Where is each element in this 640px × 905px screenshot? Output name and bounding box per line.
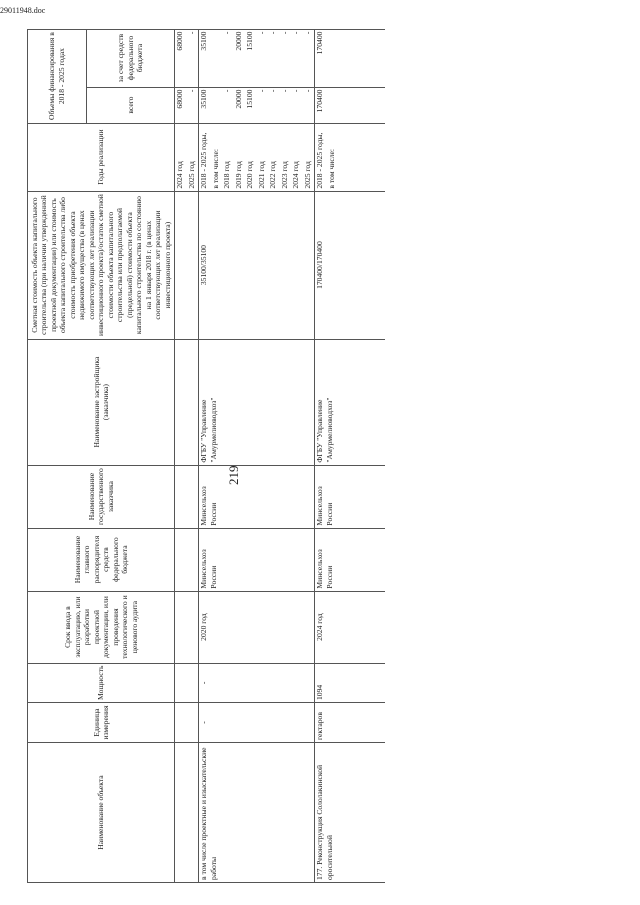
- header-years: Годы реализации: [28, 123, 175, 191]
- total-cell: -: [222, 89, 232, 93]
- total-cell: 20000: [233, 89, 243, 109]
- total-cell: -: [268, 89, 278, 93]
- continuation-row: [175, 29, 199, 882]
- row-design-capacity: -: [199, 663, 315, 702]
- header-developer: Наименование застройщика (заказчика): [28, 339, 175, 465]
- row-177-federal: 170400: [315, 29, 386, 87]
- federal-cell: -: [279, 31, 289, 35]
- federal-cell: 35100: [199, 31, 209, 51]
- continuation-total: [175, 87, 199, 123]
- federal-cell: 20000: [233, 31, 243, 51]
- year-cell: 2018 - 2025 годы,: [199, 132, 209, 189]
- federal-cell: -: [186, 31, 196, 35]
- total-cell: [211, 90, 223, 121]
- header-customer: Наименование государственного заказчика: [28, 465, 175, 528]
- year-cell: 2019 год: [233, 161, 243, 189]
- year-cell: 2018 год: [222, 161, 232, 189]
- year-cell: 2021 год: [256, 161, 266, 189]
- row-177-capacity: 1094: [315, 663, 386, 702]
- investment-table: [27, 29, 385, 883]
- header-estimate: Сметная стоимость объекта капитального строительства (при наличии утвержденной проектной документации) или стоимость объекта капитального строительства либо стоимость приобретения объекта недвижимого имущества (в ценах соответствующих лет реализации инвестиционного проекта)/остаток сметной стоимости объекта капитального строительства или предполагаемой (предельной) стоимости объекта капитального строительства по состоянию на 1 января 2018 г. (в ценах соответствующих лет реализации инвестиционного проекта): [28, 191, 175, 339]
- continuation-years: [175, 123, 199, 191]
- header-main-manager: Наименование главного распорядителя средств федерального бюджета: [28, 528, 175, 591]
- header-unit: Единица измерения: [28, 703, 175, 743]
- total-cell: 68000: [175, 89, 185, 109]
- row-design-developer: ФГБУ "Управление "Амурмелиоводхоз": [199, 339, 315, 465]
- total-cell: -: [279, 89, 289, 93]
- row-177-total: 170400: [315, 87, 386, 123]
- row-177-estimate: 170400/170400: [315, 191, 386, 339]
- row-177-developer: ФГБУ "Управление "Амурмелиоводхоз": [315, 339, 386, 465]
- year-cell: в том числе:: [210, 148, 220, 189]
- row-design-name: в том числе проектные и изыскательские работы: [199, 743, 315, 883]
- row-177: [315, 29, 386, 882]
- federal-cell: [211, 32, 223, 85]
- year-cell: в том числе:: [326, 148, 336, 189]
- header-total: всего: [86, 87, 175, 123]
- header-deadline: Срок ввода в эксплуатацию, или разработки проектной документации, или проведения технологического и ценового аудита: [28, 591, 175, 663]
- year-cell: 2025 год: [186, 161, 196, 189]
- row-design-unit: -: [199, 703, 315, 743]
- row-177-customer: Минсельхоз России: [315, 465, 386, 528]
- row-177-main-manager: Минсельхоз России: [315, 528, 386, 591]
- federal-cell: 68000: [175, 31, 185, 51]
- header-capacity: Мощность: [28, 663, 175, 702]
- total-cell: -: [291, 89, 301, 93]
- row-design-years: [199, 123, 315, 191]
- continuation-federal: [175, 29, 199, 87]
- header-federal: за счет средств федерального бюджета: [86, 29, 175, 87]
- total-cell: -: [302, 89, 312, 93]
- header-object-name: Наименование объекта: [28, 743, 175, 883]
- year-cell: 2024 год: [291, 161, 301, 189]
- row-design-federal: [199, 29, 315, 87]
- row-177-years: [315, 123, 386, 191]
- row-design-total: [199, 87, 315, 123]
- year-cell: 2024 год: [175, 161, 185, 189]
- federal-cell: -: [222, 31, 232, 35]
- total-cell: 15100: [245, 89, 255, 109]
- federal-cell: -: [291, 31, 301, 35]
- row-design-estimate: 35100/35100: [199, 191, 315, 339]
- year-cell: 2018 - 2025 годы,: [315, 132, 325, 189]
- row-design-customer: Минсельхоз России: [199, 465, 315, 528]
- row-177-deadline: 2024 год: [315, 591, 386, 663]
- document-code: 29011948.doc: [0, 6, 46, 15]
- page-number: 219: [226, 465, 241, 485]
- total-cell: -: [186, 89, 196, 93]
- year-cell: 2022 год: [268, 161, 278, 189]
- row-design-deadline: 2020 год: [199, 591, 315, 663]
- row-design-main-manager: Минсельхоз России: [199, 528, 315, 591]
- federal-cell: 15100: [245, 31, 255, 51]
- federal-cell: -: [256, 31, 266, 35]
- total-cell: 35100: [199, 89, 209, 109]
- total-cell: -: [256, 89, 266, 93]
- row-177-name: 177. Реконструкция Сололакинской оросительной: [315, 743, 386, 883]
- year-cell: 2023 год: [279, 161, 289, 189]
- federal-cell: -: [302, 31, 312, 35]
- year-cell: 2025 год: [302, 161, 312, 189]
- federal-cell: -: [268, 31, 278, 35]
- row-design-works: [199, 29, 315, 882]
- year-cell: 2020 год: [245, 161, 255, 189]
- header-volume-group: Объемы финансирования в 2018 - 2025 годах: [28, 29, 87, 123]
- row-177-unit: гектаров: [315, 703, 386, 743]
- header-row-1: [28, 29, 87, 882]
